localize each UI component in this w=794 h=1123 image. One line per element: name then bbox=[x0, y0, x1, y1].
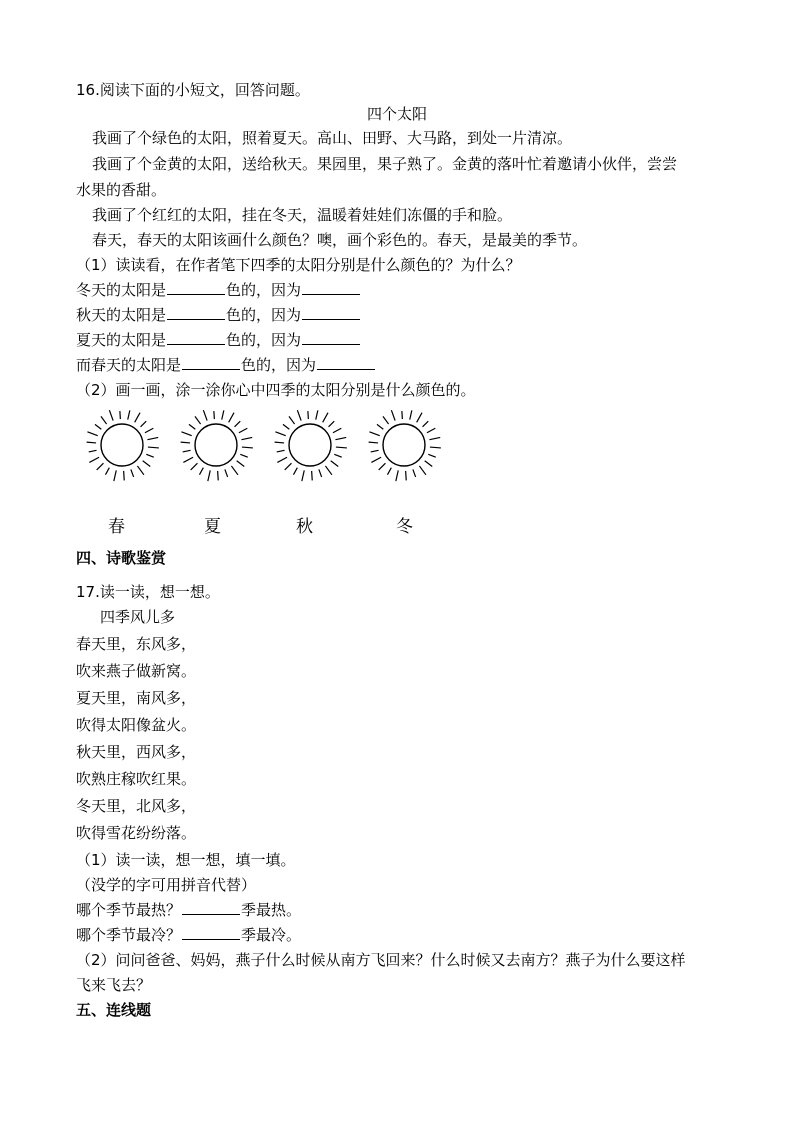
sun-ray bbox=[120, 411, 121, 419]
sun-circle bbox=[383, 424, 425, 466]
sun-ray bbox=[237, 461, 245, 467]
q17-sub2b: 飞来飞去？ bbox=[76, 976, 152, 994]
answer-blank[interactable] bbox=[167, 280, 225, 295]
sun-ray bbox=[141, 421, 147, 427]
sun-ray bbox=[391, 410, 395, 420]
sun-ray bbox=[95, 424, 101, 429]
passage-title: 四个太阳 bbox=[366, 105, 427, 123]
sun-ray bbox=[316, 410, 318, 419]
answer-blank[interactable] bbox=[167, 330, 225, 345]
sun-ray bbox=[275, 442, 284, 443]
poem-line: 冬天里，北风多， bbox=[76, 797, 197, 815]
sun-label-autumn: 秋 bbox=[296, 517, 313, 537]
sun-ray bbox=[406, 471, 407, 480]
poem-line: 吹得雪花纷纷落。 bbox=[76, 824, 197, 842]
question-text: 哪个季节最热？ bbox=[76, 901, 182, 919]
q16-sub1: （1）读读看，在作者笔下四季的太阳分别是什么颜色的？为什么？ bbox=[76, 256, 521, 274]
sun-ray bbox=[225, 469, 228, 477]
sun-drawings bbox=[76, 404, 456, 486]
sun-ray bbox=[308, 411, 309, 419]
sun-ray bbox=[143, 461, 151, 467]
sun-ray bbox=[297, 410, 301, 420]
poem-line: 吹得太阳像盆火。 bbox=[76, 716, 197, 734]
sun-ray bbox=[323, 413, 328, 423]
sun-ray bbox=[369, 442, 378, 443]
sun-ray bbox=[419, 466, 426, 475]
q16-heading: 16.阅读下面的小短文，回答问题。 bbox=[76, 81, 310, 99]
sun-ray bbox=[97, 463, 104, 470]
sun-ray bbox=[331, 461, 339, 467]
poem-line: 吹来燕子做新窝。 bbox=[76, 662, 197, 680]
sun-ray bbox=[335, 437, 346, 439]
sun-ray bbox=[302, 470, 304, 481]
sun-ray bbox=[379, 463, 386, 470]
sun-ray bbox=[289, 416, 295, 424]
sun-ray bbox=[183, 450, 191, 452]
sun-ray bbox=[387, 468, 391, 475]
fill-line-autumn bbox=[76, 305, 361, 325]
sun-ray bbox=[277, 457, 287, 462]
answer-blank[interactable] bbox=[302, 330, 360, 345]
sun-ray bbox=[131, 469, 134, 477]
sun-ray bbox=[235, 421, 241, 427]
sun-circle bbox=[289, 424, 331, 466]
answer-blank[interactable] bbox=[302, 305, 360, 320]
q16-sub2: （2）画一画，涂一涂你心中四季的太阳分别是什么颜色的。 bbox=[76, 381, 476, 399]
fill-middle: 色的，因为 bbox=[226, 281, 302, 299]
fill-line-hottest bbox=[76, 900, 301, 920]
sun-ray bbox=[181, 432, 191, 436]
sun-ray bbox=[101, 416, 107, 424]
fill-prefix: 冬天的太阳是 bbox=[76, 281, 167, 299]
sun-ray bbox=[429, 437, 440, 439]
sun-ray bbox=[203, 410, 207, 420]
sun-ray bbox=[89, 457, 99, 462]
sun-ray bbox=[428, 454, 435, 457]
fill-middle: 色的，因为 bbox=[226, 331, 302, 349]
q17-heading: 17.读一读，想一想。 bbox=[76, 583, 220, 601]
answer-suffix: 季最冷。 bbox=[241, 926, 302, 944]
fill-middle: 色的，因为 bbox=[226, 306, 302, 324]
section-heading-poetry: 四、诗歌鉴赏 bbox=[76, 549, 167, 567]
passage-paragraph-3: 我画了个红红的太阳，挂在冬天，温暖着娃娃们冻僵的手和脸。 bbox=[92, 206, 513, 224]
sun-ray bbox=[124, 471, 125, 480]
sun-ray bbox=[369, 432, 379, 436]
question-text: 哪个季节最冷？ bbox=[76, 926, 182, 944]
sun-ray bbox=[283, 424, 289, 429]
sun-ray bbox=[396, 470, 398, 481]
passage-paragraph-1: 我画了个绿色的太阳，照着夏天。高山、田野、大马路，到处一片清凉。 bbox=[92, 129, 573, 147]
poem-line: 春天里，东风多， bbox=[76, 635, 197, 653]
fill-line-coldest bbox=[76, 925, 301, 945]
passage-paragraph-2a: 我画了个金黄的太阳，送给秋天。果园里，果子熟了。金黄的落叶忙着邀请小伙伴，尝尝 bbox=[92, 155, 678, 173]
sun-ray bbox=[199, 468, 203, 475]
sun-ray bbox=[191, 463, 198, 470]
poem-line: 秋天里，西风多， bbox=[76, 743, 197, 761]
sun-ray bbox=[417, 413, 422, 423]
q17-sub1: （1）读一读，想一想，填一填。 bbox=[76, 851, 296, 869]
sun-ray bbox=[105, 468, 109, 475]
answer-suffix: 季最热。 bbox=[241, 901, 302, 919]
fill-line-spring bbox=[76, 355, 376, 375]
sun-ray bbox=[336, 447, 347, 448]
poem-title: 四季风儿多 bbox=[100, 608, 176, 626]
sun-icon-winter[interactable] bbox=[369, 410, 441, 481]
sun-ray bbox=[218, 471, 219, 480]
sun-ray bbox=[410, 410, 412, 419]
fill-prefix: 而春天的太阳是 bbox=[76, 356, 182, 374]
sun-ray bbox=[195, 416, 201, 424]
fill-middle: 色的，因为 bbox=[241, 356, 317, 374]
sun-ray bbox=[312, 471, 313, 480]
fill-line-summer bbox=[76, 330, 361, 350]
sun-ray bbox=[371, 450, 379, 452]
sun-ray bbox=[275, 432, 285, 436]
sun-ray bbox=[430, 447, 441, 448]
answer-blank[interactable] bbox=[317, 355, 375, 370]
answer-blank[interactable] bbox=[302, 280, 360, 295]
sun-ray bbox=[242, 447, 253, 448]
sun-ray bbox=[371, 457, 381, 462]
sun-ray bbox=[146, 454, 153, 457]
poem-line: 夏天里，南风多， bbox=[76, 689, 197, 707]
sun-ray bbox=[137, 466, 144, 475]
sun-ray bbox=[189, 424, 195, 429]
sun-ray bbox=[114, 470, 116, 481]
sun-ray bbox=[183, 457, 193, 462]
sun-ray bbox=[277, 450, 285, 452]
sun-label-winter: 冬 bbox=[396, 517, 413, 537]
q17-note: （没学的字可用拼音代替） bbox=[76, 876, 257, 894]
sun-ray bbox=[325, 466, 332, 475]
answer-blank[interactable] bbox=[182, 900, 240, 915]
sun-ray bbox=[145, 428, 153, 432]
sun-circle bbox=[101, 424, 143, 466]
sun-circle bbox=[195, 424, 237, 466]
answer-blank[interactable] bbox=[182, 925, 240, 940]
fill-line-winter bbox=[76, 280, 361, 300]
sun-ray bbox=[87, 442, 96, 443]
answer-blank[interactable] bbox=[182, 355, 240, 370]
poem-line: 吹熟庄稼吹红果。 bbox=[76, 770, 197, 788]
sun-ray bbox=[285, 463, 292, 470]
sun-ray bbox=[214, 411, 215, 419]
sun-ray bbox=[231, 466, 238, 475]
section-heading-matching: 五、连线题 bbox=[76, 1001, 152, 1019]
fill-prefix: 夏天的太阳是 bbox=[76, 331, 167, 349]
sun-label-summer: 夏 bbox=[204, 517, 221, 537]
sun-ray bbox=[229, 413, 234, 423]
sun-ray bbox=[208, 470, 210, 481]
sun-ray bbox=[89, 450, 97, 452]
sun-ray bbox=[402, 411, 403, 419]
sun-ray bbox=[239, 428, 247, 432]
sun-ray bbox=[425, 461, 433, 467]
sun-ray bbox=[222, 410, 224, 419]
sun-label-spring: 春 bbox=[108, 517, 125, 537]
sun-icon-autumn[interactable] bbox=[275, 410, 347, 481]
sun-ray bbox=[148, 447, 159, 448]
sun-ray bbox=[293, 468, 297, 475]
fill-prefix: 秋天的太阳是 bbox=[76, 306, 167, 324]
sun-ray bbox=[181, 442, 190, 443]
passage-paragraph-2b: 水果的香甜。 bbox=[76, 181, 167, 199]
sun-ray bbox=[334, 454, 341, 457]
sun-ray bbox=[427, 428, 435, 432]
sun-icon-summer[interactable] bbox=[181, 410, 253, 481]
sun-ray bbox=[135, 413, 140, 423]
sun-ray bbox=[87, 432, 97, 436]
sun-ray bbox=[147, 437, 158, 439]
sun-ray bbox=[333, 428, 341, 432]
sun-ray bbox=[128, 410, 130, 419]
sun-ray bbox=[241, 437, 252, 439]
sun-ray bbox=[240, 454, 247, 457]
sun-ray bbox=[423, 421, 429, 427]
sun-ray bbox=[329, 421, 335, 427]
q17-sub2a: （2）问问爸爸、妈妈，燕子什么时候从南方飞回来？什么时候又去南方？燕子为什么要这样 bbox=[76, 951, 686, 969]
passage-paragraph-4: 春天，春天的太阳该画什么颜色？噢，画个彩色的。春天，是最美的季节。 bbox=[92, 231, 588, 249]
sun-icon-spring[interactable] bbox=[87, 410, 159, 481]
sun-ray bbox=[319, 469, 322, 477]
sun-ray bbox=[109, 410, 113, 420]
answer-blank[interactable] bbox=[167, 305, 225, 320]
sun-ray bbox=[383, 416, 389, 424]
sun-ray bbox=[377, 424, 383, 429]
sun-ray bbox=[413, 469, 416, 477]
